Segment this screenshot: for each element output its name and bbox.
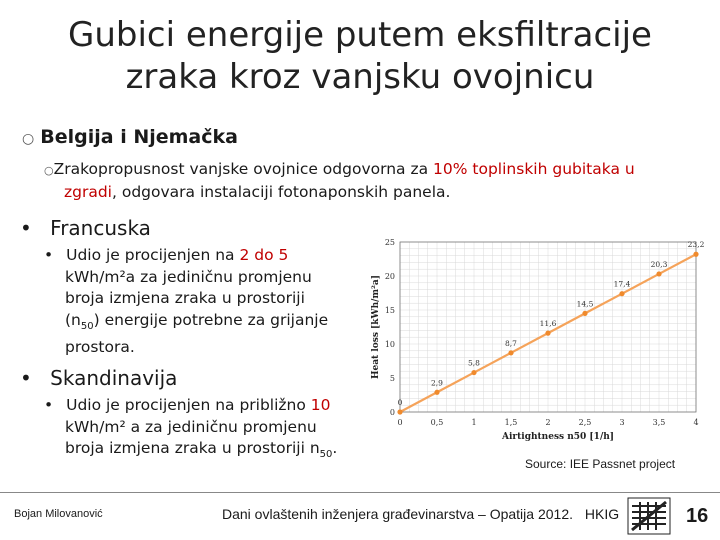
data-point: [397, 409, 402, 414]
data-label: 14,5: [576, 299, 594, 309]
francuska-line4-b: ) energije potrebne za grijanje: [93, 310, 329, 329]
footer-divider: [0, 492, 720, 493]
chart-labels: [371, 238, 705, 442]
skandinavija-line1-b: 10: [310, 396, 331, 414]
data-label: 2,9: [431, 378, 443, 388]
title-line-2: zraka kroz vanjsku ovojnicu: [125, 57, 595, 97]
francuska-text: [44, 245, 364, 359]
data-point: [471, 370, 476, 375]
belgija-text-c: zgradi: [64, 182, 112, 201]
data-label: 23,2: [687, 240, 705, 250]
belgija-heading: Belgija i Njemačka: [40, 126, 238, 148]
footer-author: Bojan Milovanović: [14, 508, 103, 520]
y-tick-label: 10: [384, 340, 395, 349]
data-label: 11,6: [539, 319, 557, 329]
francuska-line5: prostora.: [65, 338, 135, 357]
hkig-logo-icon: [626, 496, 672, 536]
data-point: [619, 291, 624, 296]
heat-loss-chart: [366, 234, 712, 446]
y-tick-label: 0: [389, 408, 395, 417]
data-point: [693, 252, 698, 257]
data-point: [545, 331, 550, 336]
slide-title: [0, 14, 720, 98]
data-label: 0: [397, 398, 403, 407]
belgija-bullet: [22, 126, 238, 148]
data-label: 8,7: [505, 338, 517, 348]
x-tick-label: 3,5: [652, 418, 666, 427]
x-tick-label: 1,5: [504, 418, 518, 427]
y-tick-label: 20: [384, 272, 395, 281]
bullet-dot-icon: •: [20, 366, 32, 390]
x-tick-label: 1: [471, 418, 477, 427]
page-number: 16: [686, 505, 709, 527]
footer-event-text: Dani ovlaštenih inženjera građevinarstva – Opatija 2012.: [222, 506, 573, 522]
data-label: 17,4: [613, 279, 631, 289]
francuska-line4-sub: 50: [80, 320, 94, 332]
francuska-line2: kWh/m²a za jediničnu promjenu: [65, 267, 312, 286]
bullet-dot-icon: •: [44, 246, 54, 264]
belgija-text-d: , odgovara instalaciji fotonaponskih panela.: [112, 182, 451, 201]
y-axis-label: Heat loss [kWh/m²a]: [371, 274, 381, 380]
francuska-heading: Francuska: [50, 216, 151, 240]
data-label: 20,3: [650, 259, 668, 269]
data-point: [508, 350, 513, 355]
x-tick-label: 0: [397, 418, 403, 427]
data-label: 5,8: [468, 358, 480, 368]
bullet-dot-icon: •: [44, 396, 54, 414]
skandinavija-line2: kWh/m² a za jediničnu promjenu: [65, 417, 317, 436]
francuska-line3: broja izmjena zraka u prostoriji: [65, 289, 305, 307]
skandinavija-bullet: [20, 366, 177, 390]
footer-event: [222, 506, 619, 522]
skandinavija-text: [44, 395, 364, 466]
belgija-text-b: 10% toplinskih gubitaka u: [433, 160, 635, 178]
x-axis-label: Airtightness n50 [1/h]: [501, 432, 615, 442]
skandinavija-line3-a: broja izmjena zraka u prostoriji n: [65, 439, 320, 457]
x-tick-label: 4: [693, 418, 699, 427]
francuska-line1-a: Udio je procijenjen na: [66, 246, 240, 264]
hollow-circle-bullet-icon: ○: [44, 164, 54, 177]
data-point: [582, 311, 587, 316]
belgija-text-a: Zrakopropusnost vanjske ovojnice odgovorna za: [53, 160, 434, 178]
francuska-bullet: [20, 216, 151, 240]
x-tick-label: 3: [619, 418, 625, 427]
skandinavija-line1-a: Udio je procijenjen na približno: [66, 396, 311, 414]
skandinavija-line3-b: .: [332, 439, 338, 457]
skandinavija-line3-sub: 50: [319, 449, 333, 461]
footer-org: HKIG: [584, 506, 620, 522]
francuska-line4-a: (n: [65, 310, 81, 329]
title-line-1: Gubici energije putem eksfiltracije: [68, 15, 652, 55]
x-tick-label: 2,5: [578, 418, 592, 427]
bullet-dot-icon: •: [20, 216, 32, 240]
y-tick-label: 25: [384, 238, 395, 247]
y-tick-label: 15: [384, 306, 395, 315]
data-point: [656, 271, 661, 276]
hollow-circle-bullet-icon: ○: [22, 131, 35, 147]
x-tick-label: 0,5: [430, 418, 444, 427]
x-tick-label: 2: [545, 418, 551, 427]
belgija-text: [44, 159, 704, 203]
data-point: [434, 390, 439, 395]
francuska-line1-b: 2 do 5: [239, 246, 289, 264]
source-caption: Source: IEE Passnet project: [525, 457, 676, 471]
y-tick-label: 5: [389, 374, 395, 383]
skandinavija-heading: Skandinavija: [50, 366, 178, 390]
